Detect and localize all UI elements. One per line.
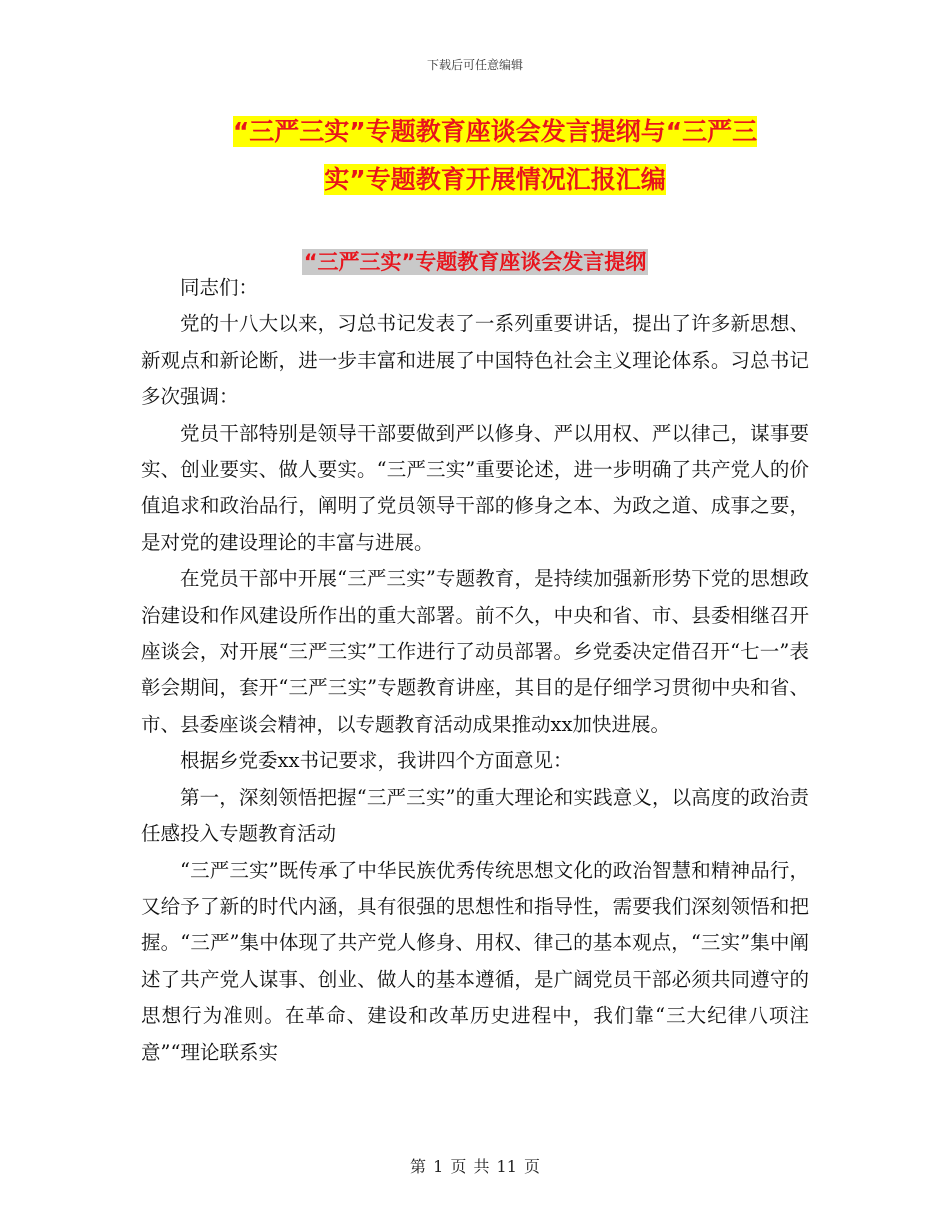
document-title [140,108,850,204]
title-line-2-text: 实”专题教育开展情况汇报汇编 [324,165,666,194]
paragraph: 在党员干部中开展“三严三实”专题教育，是持续加强新形势下党的思想政治建设和作风建设所作出的重大部署。前不久，中央和省、市、县委相继召开座谈会，对开展“三严三实”工作进行了动员部署。乡党委决定借召开“七一”表彰会期间，套开“三严三实”专题教育讲座，其目的是仔细学习贯彻中央和省、市、县委座谈会精神，以专题教育活动成果推动xx加快进展。 [141,567,809,736]
title-line-1 [140,108,850,156]
title-line-1-text: “三严三实”专题教育座谈会发言提纲与“三严三 [232,117,758,146]
section-title-text: “三严三实”专题教育座谈会发言提纲 [303,250,647,274]
paragraph: 根据乡党委xx书记要求，我讲四个方面意见： [180,749,573,773]
document-body [141,270,809,1071]
title-line-2 [140,156,850,204]
paragraph: 党的十八大以来，习总书记发表了一系列重要讲话，提出了许多新思想、新观点和新论断，进一步丰富和进展了中国特色社会主义理论体系。习总书记多次强调： [141,312,809,409]
paragraph: 党员干部特别是领导干部要做到严以修身、严以用权、严以律己，谋事要实、创业要实、做人要实。“三严三实”重要论述，进一步明确了共产党人的价值追求和政治品行，阐明了党员领导干部的修身之本、为政之道、成事之要，是对党的建设理论的丰富与进展。 [141,421,809,554]
paragraph: “三严三实”既传承了中华民族优秀传统思想文化的政治智慧和精神品行，又给予了新的时代内涵，具有很强的思想性和指导性，需要我们深刻领悟和把握。“三严”集中体现了共产党人修身、用权、律己的基本观点，“三实”集中阐述了共产党人谋事、创业、做人的基本遵循，是广阔党员干部必须共同遵守的思想行为准则。在革命、建设和改革历史进程中，我们靠“三大纪律八项注意”“理论联系实 [141,858,809,1064]
paragraph: 第一，深刻领悟把握“三严三实”的重大理论和实践意义，以高度的政治责任感投入专题教育活动 [141,785,809,846]
paragraph: 同志们： [180,276,259,299]
page-footer: 第 1 页 共 11 页 [410,1157,540,1176]
header-note: 下载后可任意编辑 [426,58,523,72]
